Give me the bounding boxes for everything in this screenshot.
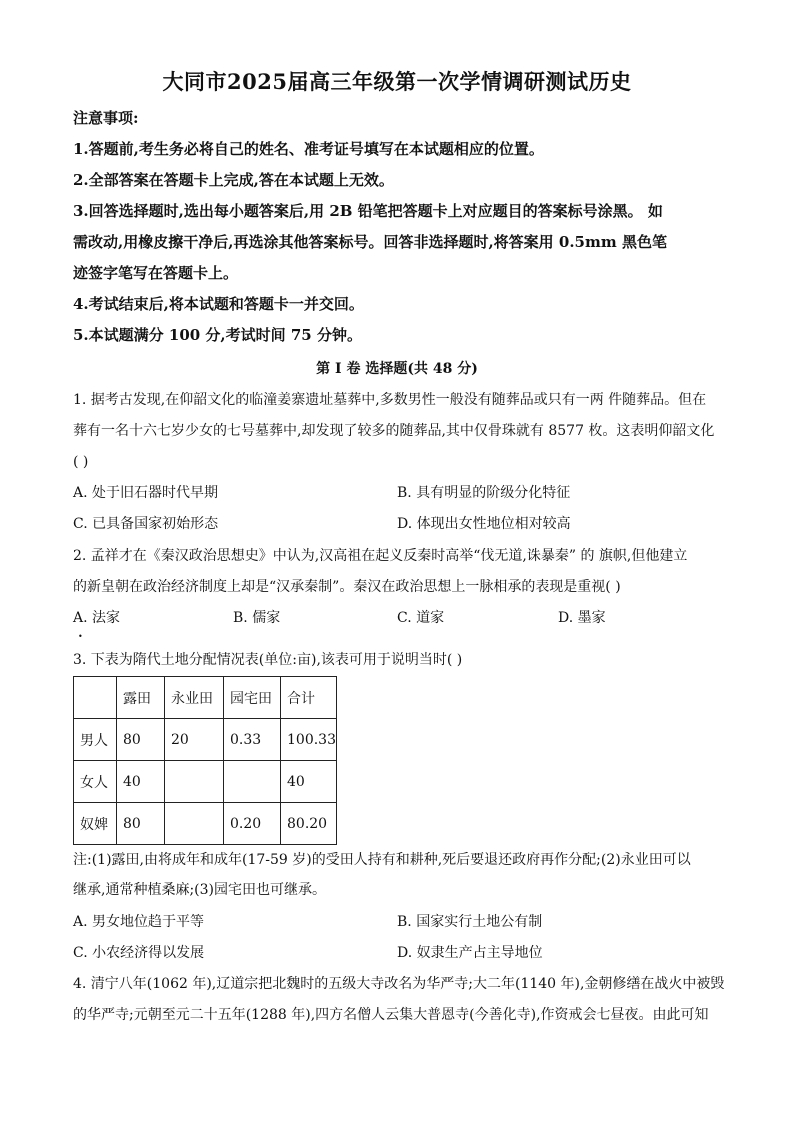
table-cell: 0.20 [224,803,281,845]
table-cell: 女人 [74,761,117,803]
option-d[interactable]: D. 奴隶生产占主导地位 [397,945,543,961]
table-header-row [74,677,337,719]
option-b[interactable]: B. 儒家 [233,610,281,626]
question-1-options-row-1 [73,482,723,506]
notice-heading: 注意事项: [73,109,139,127]
question-2-options [73,607,723,631]
question-line: 2. 孟祥才在《秦汉政治思想史》中认为,汉高祖在起义反秦时高举“伐无道,诛暴秦” 的 旗帜,但他建立 [73,548,688,564]
question-line: 的华严寺;元朝至元二十五年(1288 年),四方名僧人云集大普恩寺(今善化寺),作资戒会七昼夜。由此可知 [73,1007,709,1023]
table-cell: 80 [117,803,165,845]
table-cell [165,803,224,845]
option-c[interactable]: C. 已具备国家初始形态 [73,516,219,532]
option-a[interactable]: A. 法家 [73,610,121,626]
notice-line: 需改动,用橡皮擦干净后,再选涂其他答案标号。回答非选择题时,将答案用 0.5mm 黑色笔 [73,233,667,251]
notice-line: 5.本试题满分 100 分,考试时间 75 分钟。 [73,326,362,344]
option-d[interactable]: D. 体现出女性地位相对较高 [397,516,571,532]
table-header-cell [74,677,117,719]
table-header-cell: 合计 [281,677,337,719]
table-header-cell: 永业田 [165,677,224,719]
question-line: 3. 下表为隋代土地分配情况表(单位:亩),该表可用于说明当时( ) [73,652,463,668]
table-note [73,845,723,905]
section-title: 第 I 卷 选择题(共 48 分) [316,361,478,377]
notice-line: 2.全部答案在答题卡上完成,答在本试题上无效。 [73,171,394,189]
question-line: 4. 清宁八年(1062 年),辽道宗把北魏时的五级大寺改名为华严寺;大二年(1140 年),金朝修缮在战火中被毁 [73,976,725,992]
table-cell: 80.20 [281,803,337,845]
notice-line: 4.考试结束后,将本试题和答题卡一并交回。 [73,295,364,313]
table-header-cell: 露田 [117,677,165,719]
table-cell [224,761,281,803]
table-cell: 80 [117,719,165,761]
table-row [74,719,337,761]
table-cell [165,761,224,803]
table-cell: 40 [281,761,337,803]
question-3-options-row-2 [73,942,723,966]
table-cell: 100.33 [281,719,337,761]
question-4-stem [73,969,723,1031]
notice-line: 1.答题前,考生务必将自己的姓名、准考证号填写在本试题相应的位置。 [73,140,544,158]
option-c[interactable]: C. 小农经济得以发展 [73,945,205,961]
table-cell: 40 [117,761,165,803]
table-header-cell: 园宅田 [224,677,281,719]
option-c[interactable]: C. 道家 [397,610,445,626]
question-2-stem [73,541,723,603]
notice-line: 迹签字笔写在答题卡上。 [73,264,239,282]
note-line: 继承,通常种植桑麻;(3)园宅田也可继承。 [73,882,326,898]
table-cell: 男人 [74,719,117,761]
stray-mark: • [78,632,83,641]
table-row [74,761,337,803]
question-line: 1. 据考古发现,在仰韶文化的临潼姜寨遗址墓葬中,多数男性一般没有随葬品或只有一两 件随葬品。但在 [73,392,707,408]
table-cell: 0.33 [224,719,281,761]
question-1-options-row-2 [73,513,723,537]
option-b[interactable]: B. 国家实行土地公有制 [397,914,543,930]
notice-line: 3.回答选择题时,选出每小题答案后,用 2B 铅笔把答题卡上对应题目的答案标号涂黑。 如 [73,202,663,220]
question-line: ( ) [73,454,89,470]
question-1-stem [73,385,723,478]
question-3-options-row-1 [73,911,723,935]
land-distribution-table [73,676,337,845]
option-a[interactable]: A. 男女地位趋于平等 [73,914,205,930]
note-line: 注:(1)露田,由将成年和成年(17-59 岁)的受田人持有和耕种,死后要退还政府再作分配;(2)永业田可以 [73,852,691,868]
question-line: 葬有一名十六七岁少女的七号墓葬中,却发现了较多的随葬品,其中仅骨珠就有 8577 枚。这表明仰韶文化 [73,423,715,439]
table-cell: 20 [165,719,224,761]
table-row [74,803,337,845]
question-3-stem [73,645,723,676]
option-a[interactable]: A. 处于旧石器时代早期 [73,485,219,501]
option-b[interactable]: B. 具有明显的阶级分化特征 [397,485,571,501]
option-d[interactable]: D. 墨家 [558,610,606,626]
question-line: 的新皇朝在政治经济制度上却是“汉承秦制”。秦汉在政治思想上一脉相承的表现是重视( ) [73,579,621,595]
table-cell: 奴婢 [74,803,117,845]
notice-block [73,103,723,351]
page-title: 大同市2025届高三年级第一次学情调研测试历史 [162,69,632,94]
